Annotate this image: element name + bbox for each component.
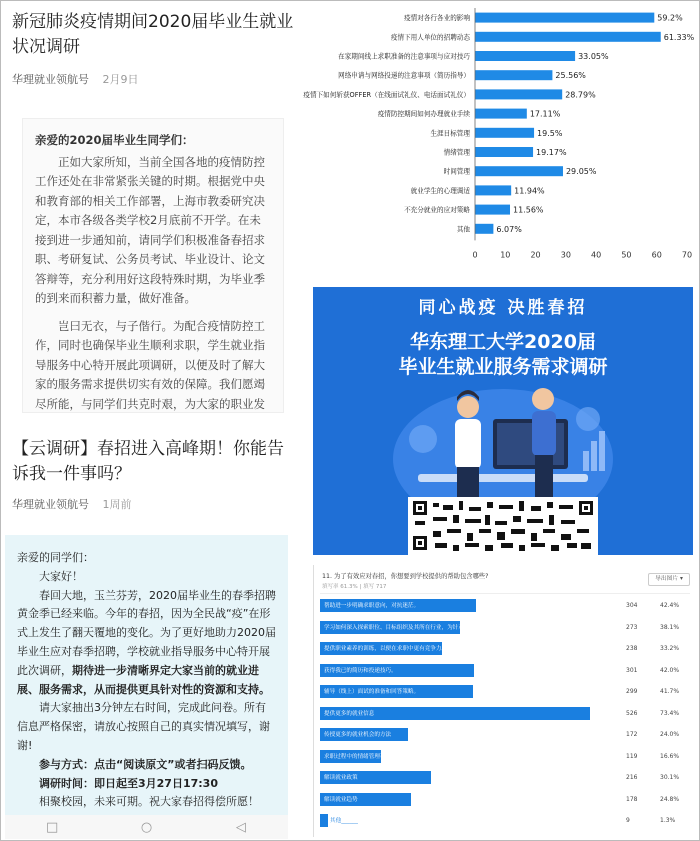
survey-count: 273 <box>626 623 638 631</box>
value-label: 11.56% <box>513 205 544 215</box>
survey-percent: 16.6% <box>660 752 680 760</box>
x-tick-label: 0 <box>472 250 478 260</box>
category-label: 疫情下如何斩获OFFER（在线面试礼仪、电话面试礼仪） <box>303 90 470 99</box>
survey-count: 119 <box>626 752 638 760</box>
home-icon[interactable]: ○ <box>140 819 153 835</box>
survey-results-panel <box>313 565 693 837</box>
survey-option-label: 其他______ <box>330 818 358 824</box>
category-label: 情绪管理 <box>443 148 470 157</box>
survey-percent: 42.0% <box>660 666 680 674</box>
value-label: 59.2% <box>657 13 683 23</box>
poster-illustration <box>373 379 633 555</box>
survey-option-label: 解读就业趋势 <box>324 796 358 803</box>
survey-row <box>320 707 680 720</box>
survey-count: 216 <box>626 774 638 781</box>
survey-row <box>320 771 680 784</box>
x-tick-label: 20 <box>530 250 541 260</box>
category-label: 疫情下用人单位的招聘动态 <box>390 33 470 42</box>
survey-row <box>320 685 680 698</box>
chart-bar <box>475 89 562 99</box>
survey-count: 304 <box>626 602 638 609</box>
article2-time: 调研时间：即日起至3月27日17:30 <box>39 776 218 790</box>
survey-option-label: 提供职业素养的训练，以便在求职中更有竞争力。 <box>324 646 448 652</box>
value-label: 33.05% <box>578 52 609 61</box>
article1-title[interactable]: 新冠肺炎疫情期间2020届毕业生就业状况调研 <box>12 12 294 57</box>
chart-bar <box>475 109 527 119</box>
article2-title[interactable]: 【云调研】春招进入高峰期！你能告诉我一件事吗？ <box>12 439 284 484</box>
horizontal-bar-chart <box>300 0 700 270</box>
x-tick-label: 60 <box>651 250 662 260</box>
back-icon[interactable]: ◁ <box>235 819 246 835</box>
chart-bar <box>475 51 575 61</box>
survey-option-label: 提供更多的就业信息 <box>324 710 375 717</box>
value-label: 11.94% <box>514 186 545 196</box>
article2-paragraph-bold: 期待进一步清晰界定大家当前的就业进展、服务需求，从而提供更具针对性的资源和支持。 <box>17 663 270 696</box>
survey-count: 178 <box>626 795 638 803</box>
poster-title-line2: 毕业生就业服务需求调研 <box>398 356 608 378</box>
article1-meta <box>12 71 297 87</box>
export-image-label: 导出图片 <box>655 576 679 582</box>
survey-row <box>320 599 680 612</box>
category-label: 时间管理 <box>443 167 470 176</box>
article1-paragraph: 岂曰无衣，与子偕行。为配合疫情防控工作，同时也确保毕业生顺利求职，学生就业指导服务中心特开展此项调研，以便及时了解大家的服务需求提供切实有效的保障。我们愿竭尽所能，与同学们共克时艰，为大家的职业发 <box>35 318 265 411</box>
article1-date: 2月9日 <box>102 73 139 86</box>
survey-poster[interactable] <box>313 287 693 555</box>
article2-hello: 大家好！ <box>39 569 83 583</box>
category-label: 就业学生的心理调适 <box>410 186 470 195</box>
survey-percent: 41.7% <box>660 688 680 695</box>
x-tick-label: 10 <box>500 250 511 260</box>
survey-row <box>320 814 680 827</box>
value-label: 29.05% <box>565 167 597 177</box>
survey-row <box>320 664 680 677</box>
survey-subtitle: 填写率 61.3% | 填写 717 <box>322 584 387 590</box>
survey-percent: 73.4% <box>660 709 680 717</box>
chart-bar <box>475 147 533 157</box>
survey-row <box>320 642 680 655</box>
category-label: 不充分就业的应对策略 <box>404 206 470 215</box>
divider <box>320 593 690 594</box>
chart-bar <box>475 166 563 176</box>
survey-percent: 30.1% <box>660 774 680 781</box>
value-label: 6.07% <box>496 224 522 234</box>
chart-bar <box>475 13 654 23</box>
survey-row <box>320 728 680 741</box>
article2-paragraph-text: 春回大地，玉兰芬芳，2020届毕业生的春季招聘黄金季已经来临。今年的春招，因为全民战“疫”在形式上发生了翻天覆地的变化。为了更好地助力2020届毕业生应对春季招聘，学校就业指导服务中心特开展此次调研， <box>17 588 276 677</box>
article2-source[interactable]: 华理就业领航号 <box>12 498 89 511</box>
article2-body <box>5 535 288 815</box>
chart-bar <box>475 70 552 80</box>
x-tick-label: 40 <box>591 250 602 260</box>
survey-row <box>320 793 680 806</box>
survey-option-label: 解读就业政策 <box>324 775 358 781</box>
category-label: 疫情对各行各业的影响 <box>404 14 470 23</box>
value-label: 61.33% <box>663 32 695 42</box>
survey-percent: 24.0% <box>660 731 680 738</box>
bar-chart-panel <box>300 0 700 270</box>
category-label: 网络申请与网络投递的注意事项（简历指导） <box>338 71 470 80</box>
android-nav-bar <box>5 815 288 839</box>
article2-paragraph: 请大家抽出3分钟左右时间，完成此问卷。所有信息严格保密，请放心按照自己的真实情况填写，谢谢! <box>17 701 270 752</box>
article2-closing: 相聚校园，未来可期。祝大家春招得偿所愿！ <box>39 795 259 809</box>
article2-header[interactable] <box>12 437 297 512</box>
article1-salutation: 亲爱的2020届毕业生同学们： <box>35 133 194 147</box>
survey-count: 526 <box>626 709 638 717</box>
survey-count: 9 <box>626 817 630 824</box>
article1-paragraph: 正如大家所知，当前全国各地的疫情防控工作还处在非常紧张关键的时期。根据党中央和教育部的相关工作部署，上海市教委研究决定，本市各级各类学校2月底前不开学。在未接到进一步通知前，请同学们积极准备春招求职、考研复试、公务员考试、毕业设计、论文答辩等，充分利用好这段特殊时期，为毕业季的到来而积蓄力量，做好准备。 <box>35 154 265 305</box>
chart-bar <box>475 205 510 215</box>
article2-paragraph <box>17 587 276 700</box>
survey-percent: 33.2% <box>660 645 680 652</box>
value-label: 28.79% <box>565 90 596 100</box>
chart-bar <box>475 185 511 195</box>
x-tick-label: 30 <box>560 250 571 260</box>
category-label: 其他 <box>456 225 470 234</box>
survey-count: 301 <box>626 666 638 674</box>
poster-slogan: 同心战疫 决胜春招 <box>418 298 588 318</box>
survey-bar <box>320 814 328 827</box>
x-tick-label: 70 <box>681 250 693 260</box>
value-label: 17.11% <box>529 109 561 119</box>
chart-bar <box>475 128 534 138</box>
category-label: 疫情防控期间如何办理就业手续 <box>377 110 470 119</box>
export-image-button[interactable]: 导出图片 ▾ <box>648 573 690 586</box>
category-label: 生涯目标管理 <box>430 129 470 138</box>
survey-count: 238 <box>626 645 638 652</box>
survey-percent: 24.8% <box>660 795 680 803</box>
value-label: 19.5% <box>537 128 563 138</box>
chart-bar <box>475 224 493 234</box>
article2-date: 1周前 <box>102 498 132 511</box>
survey-percent: 38.1% <box>660 623 680 631</box>
article2-method: 参与方式：点击“阅读原文”或者扫码反馈。 <box>39 757 252 771</box>
article2-greeting: 亲爱的同学们： <box>17 551 94 564</box>
survey-row <box>320 750 680 763</box>
survey-count: 299 <box>626 688 638 695</box>
survey-option-label: 求职过程中的情绪管理和压力调节 <box>324 753 408 760</box>
survey-count: 172 <box>626 731 638 738</box>
value-label: 19.17% <box>536 148 567 157</box>
survey-percent: 42.4% <box>660 602 680 609</box>
chart-bar <box>475 32 661 42</box>
survey-question: 11. 为了有效应对春招，你想要到学校提供的帮助包含哪些? <box>322 573 489 580</box>
survey-option-label: 获得我已的简历和投递技巧。 <box>324 667 397 674</box>
value-label: 25.56% <box>555 71 586 81</box>
article1-body <box>22 118 284 413</box>
survey-percent: 1.3% <box>660 817 676 824</box>
survey-option-label: 帮助进一步明确求职意向，对抗迷茫。 <box>324 603 420 609</box>
article1-source[interactable]: 华理就业领航号 <box>12 73 89 86</box>
survey-option-label: 辅导（线上）面试的准备和回答策略。 <box>324 689 420 695</box>
article2-meta <box>12 496 297 512</box>
recent-apps-icon[interactable]: □ <box>46 819 59 835</box>
x-tick-label: 50 <box>621 250 632 260</box>
poster-title-line1: 华东理工大学2020届 <box>410 331 596 353</box>
category-label: 在家期间线上求职准备的注意事项与应对技巧 <box>338 52 470 61</box>
survey-row <box>320 621 680 634</box>
article1-header[interactable] <box>12 10 297 87</box>
survey-option-label: 学习如何深入探索职位、目标组织及其所在行业，为针对性的求职准备做准备。 <box>324 624 520 631</box>
survey-option-label: 传授更多的就业机会的方法 <box>324 732 392 738</box>
